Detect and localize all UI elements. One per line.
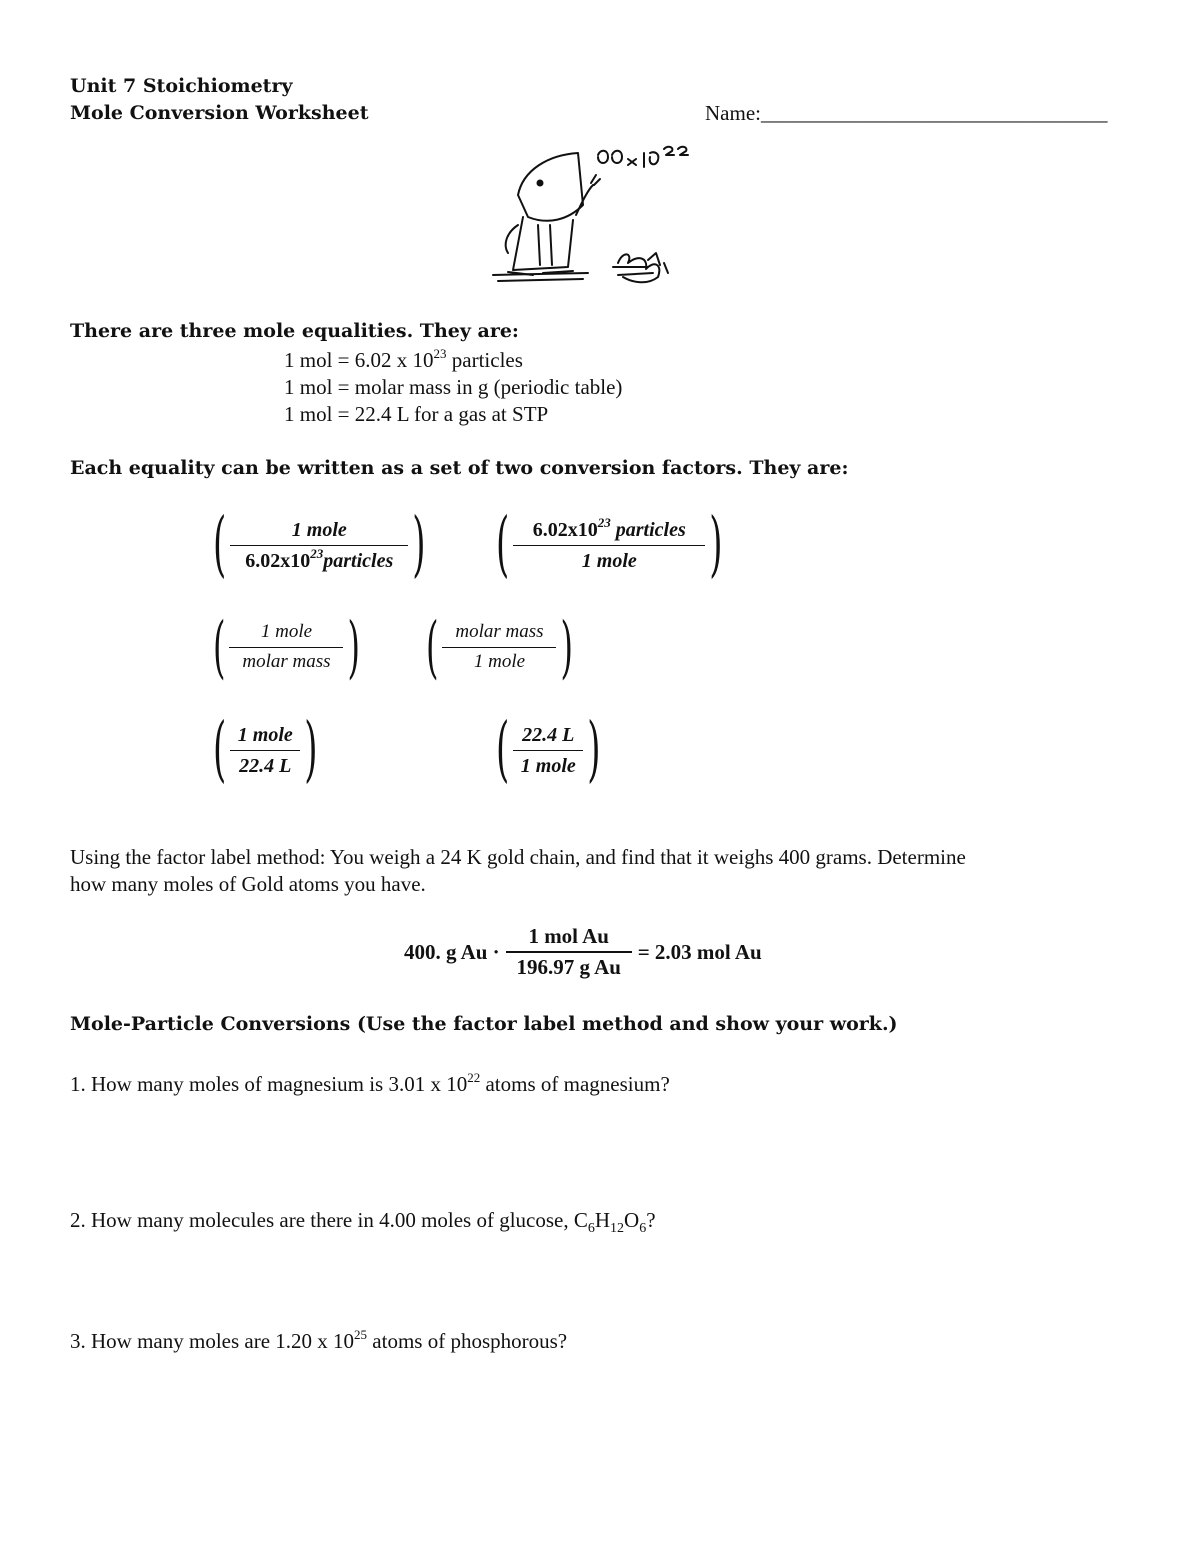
factor-particles-per-mole: ( $6.02x10^{23}$ particles 1 mole ) [496, 503, 723, 587]
section-title: Mole-Particle Conversions (Use the factor label method and show your work.) [70, 1013, 898, 1035]
equality-molar-mass: 1 mol = molar mass in g (periodic table) [284, 375, 623, 399]
mole-scientist-cartoon-icon [488, 145, 708, 300]
worksheet-title: Mole Conversion Worksheet [70, 102, 369, 124]
unit-title: Unit 7 Stoichiometry [70, 75, 293, 97]
equalities-intro: There are three mole equalities. They are: [70, 320, 519, 342]
worked-rhs: = 2.03 mol Au [637, 939, 762, 964]
factor-mole-per-particles: ( 1 mole $6.02x10^{23}particles$ ) [213, 503, 426, 587]
worked-example-equation [404, 922, 762, 982]
factor-mole-per-liters: ( 1 mole 22.4 L ) [213, 708, 318, 792]
question-1: 1. How many moles of magnesium is 3.01 x $10^{22}$ atoms of magnesium? [70, 1070, 670, 1096]
worked-denominator: 196.97 g Au [516, 955, 621, 979]
question-3: 3. How many moles are 1.20 x $10^{25}$ atoms of phosphorous? [70, 1327, 568, 1353]
factors-intro: Each equality can be written as a set of two conversion factors. They are: [70, 457, 849, 479]
example-text-line1: Using the factor label method: You weigh a 24 K gold chain, and find that it weighs 400 grams. Determine [70, 845, 966, 869]
example-text-line2: how many moles of Gold atoms you have. [70, 872, 426, 896]
factor-mole-per-molar-mass: ( 1 mole molar mass ) [213, 607, 360, 687]
factor-liters-per-mole: ( 22.4 L 1 mole ) [496, 708, 601, 792]
worked-numerator: 1 mol Au [528, 923, 609, 948]
factor-molar-mass-per-mole: ( molar mass 1 mole ) [426, 607, 573, 687]
equality-gas-volume: 1 mol = 22.4 L for a gas at STP [284, 402, 549, 426]
question-2: 2. How many molecules are there in 4.00 moles of glucose, $C_6H_{12}O_6$? [70, 1208, 656, 1236]
worked-lhs: 400. g Au · [404, 939, 500, 964]
equality-particles: 1 mol = 6.02 x $10^{23}$ particles [284, 346, 523, 372]
name-field[interactable]: Name:_________________________________ [705, 101, 1108, 125]
